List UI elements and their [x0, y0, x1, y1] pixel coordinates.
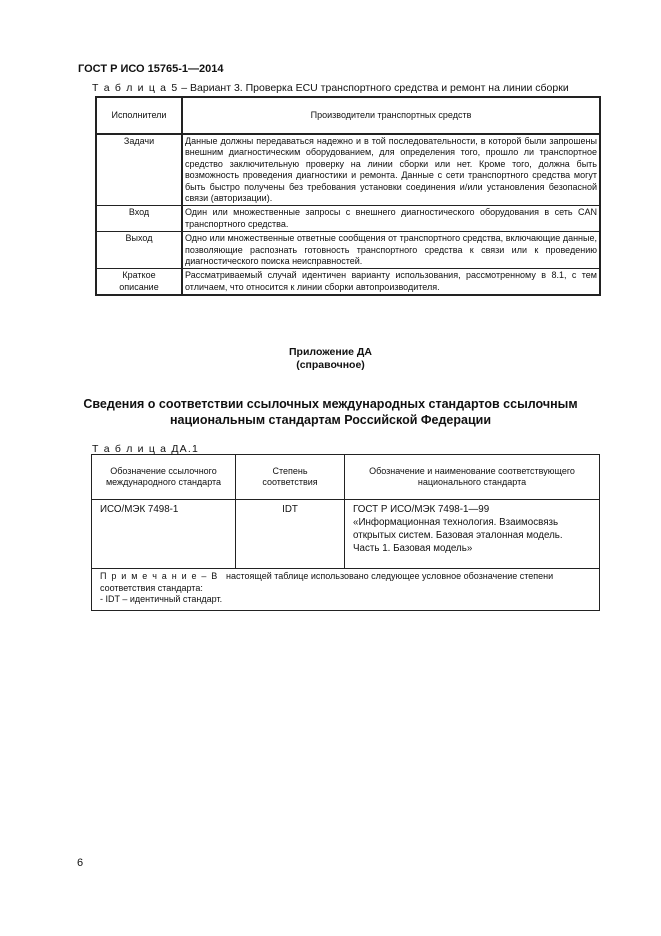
cell-degree: IDT [236, 500, 345, 569]
cell-line: открытых систем. Базовая эталонная модель. [353, 530, 563, 541]
table5-caption-text: – Вариант 3. Проверка ECU транспортного средства и ремонт на линии сборки [178, 82, 569, 94]
table-row [96, 232, 600, 269]
section-heading [60, 396, 601, 428]
cell-national-standard [345, 500, 600, 569]
cell-line: «Информационная технология. Взаимосвязь [353, 517, 559, 528]
cell-line: ГОСТ Р ИСО/МЭК 7498-1—99 [353, 504, 490, 515]
note-label: П р и м е ч а н и е – В [100, 571, 219, 581]
header-cell-manufacturers: Производители транспортных средств [182, 97, 600, 134]
note-line: соответствия стандарта: [100, 582, 203, 593]
appendix-title-main: Приложение ДА [289, 346, 372, 358]
header-line: национального стандарта [417, 477, 527, 487]
row-text: Данные должны передаваться надежно и в той последовательности, в которой были запрошены внешним диагностическим оборудованием, для определения того, прошло ли транспортное средство заключительную проверку на линии сборки или нет. Кроме того, должна быть возможность проведения диагностики и ремонта. Данные с сети транспортного средства могут быть быстро получены без требования установки соединения и/или установления безопасной связи (авторизации). [182, 134, 600, 206]
row-label-line: описание [119, 281, 159, 292]
table-header-row [92, 455, 600, 500]
table-5 [95, 96, 601, 296]
table-da1 [91, 454, 600, 611]
table-row [96, 134, 600, 206]
document-header: ГОСТ Р ИСО 15765-1—2014 [78, 63, 224, 75]
table-row [96, 206, 600, 232]
row-text: Рассматриваемый случай идентичен варианту использования, рассмотренному в 8.1, с тем отличаем, что относится к линии сборки автопроизводителя. [182, 269, 600, 295]
table-note-row [92, 569, 600, 611]
note-text: настоящей таблице использовано следующее условное обозначение степени [218, 571, 554, 581]
header-cell-reference [92, 455, 236, 500]
appendix-title [0, 346, 661, 372]
header-line: Обозначение ссылочного [110, 465, 217, 476]
table5-caption-label: Т а б л и ц а 5 [92, 82, 179, 94]
row-label [96, 269, 182, 295]
note-line: - IDT – идентичный стандарт. [100, 594, 223, 604]
header-line: международного стандарта [105, 477, 222, 487]
note-line [100, 571, 591, 583]
table-note [92, 569, 600, 611]
header-line: соответствия [262, 477, 318, 487]
table-da1-caption: Т а б л и ц а ДА.1 [92, 443, 200, 455]
row-label: Задачи [96, 134, 182, 206]
header-line: Степень [272, 465, 308, 476]
table5-caption [92, 82, 569, 94]
table-header-row [96, 97, 600, 134]
cell-reference-standard: ИСО/МЭК 7498-1 [92, 500, 236, 569]
table-row [92, 500, 600, 569]
header-line: Обозначение и наименование соответствующего [369, 465, 575, 476]
row-label: Вход [96, 206, 182, 232]
header-cell-degree [236, 455, 345, 500]
header-cell-performers: Исполнители [96, 97, 182, 134]
section-heading-line: Сведения о соответствии ссылочных международных стандартов ссылочным [83, 397, 578, 411]
section-heading-line: национальным стандартам Российской Федерации [169, 413, 492, 427]
row-text: Одно или множественные ответные сообщения от транспортного средства, включающие данные, позволяющие распознать готовность транспортного средства к связи или к проведению диагностического поиска неисправностей. [182, 232, 600, 269]
header-cell-national [345, 455, 600, 500]
row-label: Выход [96, 232, 182, 269]
row-label-line: Краткое [122, 270, 156, 281]
row-text: Один или множественные запросы с внешнего диагностического оборудования в сеть CAN транспортного средства. [182, 206, 600, 232]
appendix-title-sub: (справочное) [296, 359, 365, 371]
table-row [96, 269, 600, 295]
page-number: 6 [77, 857, 84, 869]
cell-line: Часть 1. Базовая модель» [353, 543, 473, 554]
